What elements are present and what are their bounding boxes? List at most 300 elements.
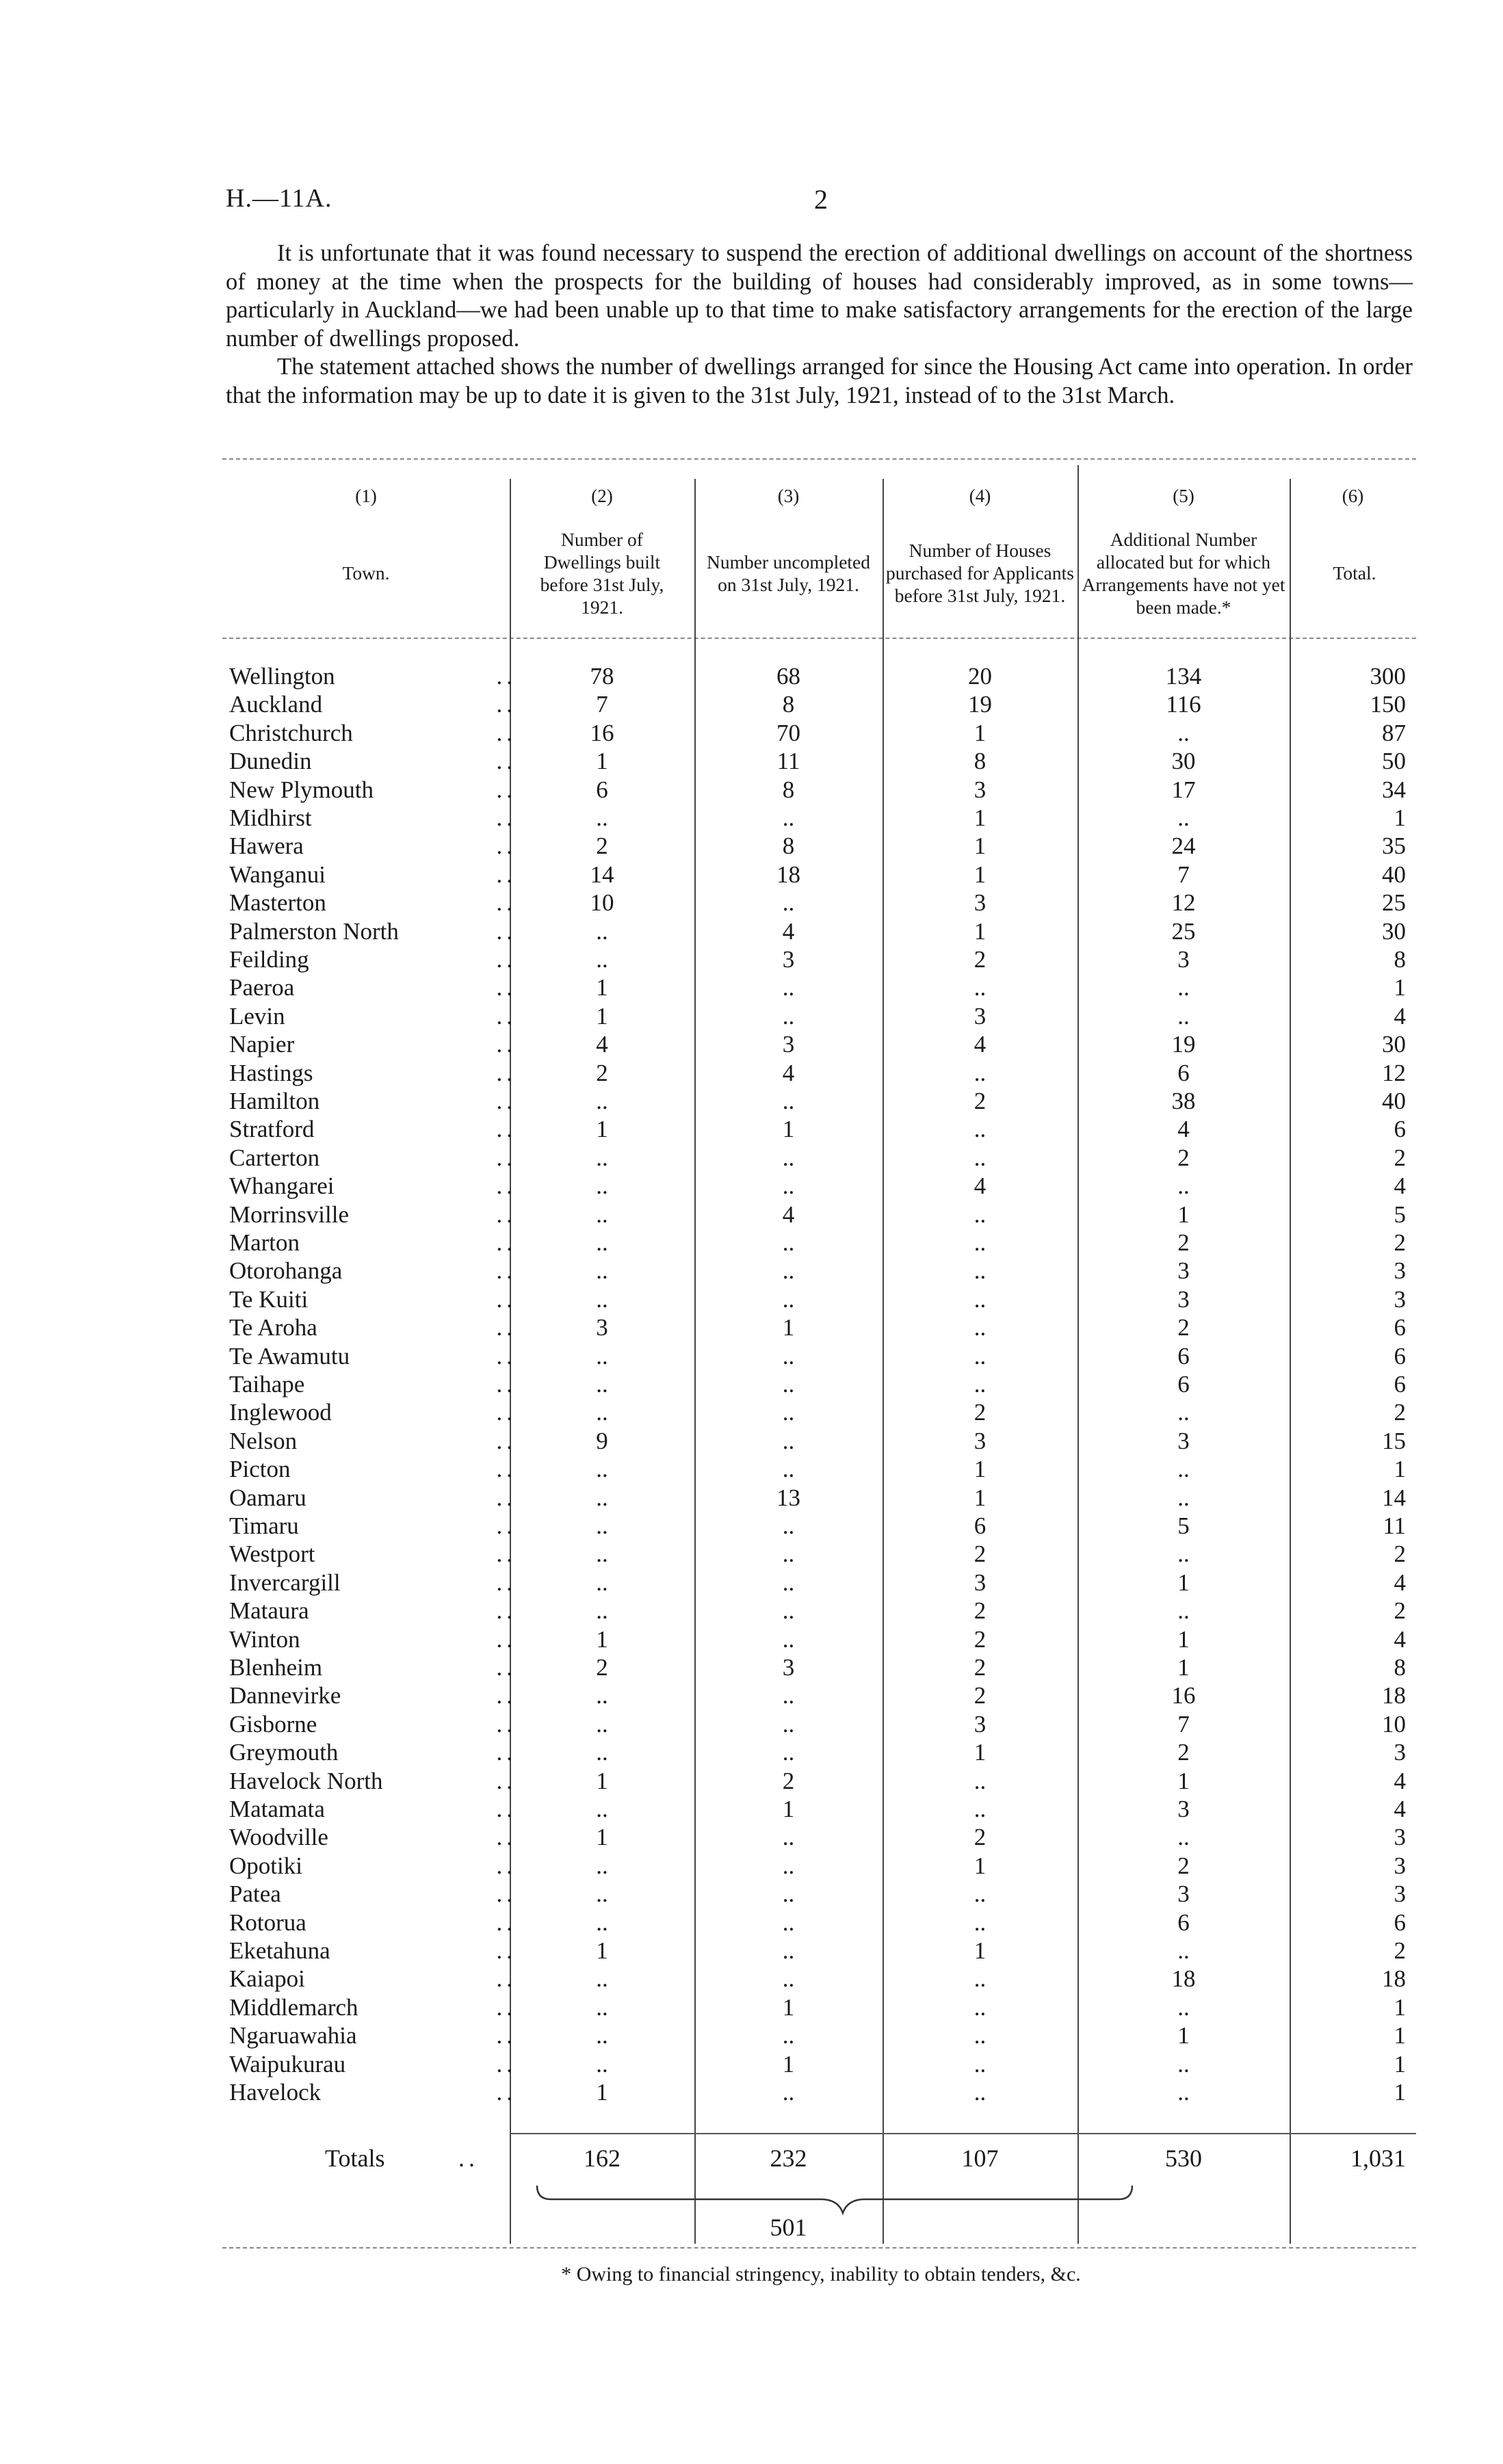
cell-allocated: 134 — [1165, 663, 1202, 690]
cell-built: .. — [596, 2022, 608, 2049]
cell-total: 3 — [1394, 1852, 1406, 1879]
cell-allocated: 16 — [1171, 1682, 1196, 1709]
cell-total: 4 — [1394, 1796, 1406, 1822]
town-name: Taihape — [229, 1371, 305, 1398]
town-name: Midhirst — [229, 804, 312, 831]
town-cell — [229, 1937, 517, 1965]
cell-uncompleted: 3 — [782, 1654, 795, 1681]
town-name: Carterton — [229, 1144, 320, 1171]
table-row — [222, 1540, 1416, 1568]
cell-purchased: 2 — [973, 946, 986, 973]
cell-purchased: 1 — [973, 719, 986, 746]
cell-total: 25 — [1382, 889, 1406, 917]
cell-allocated: .. — [1177, 1484, 1190, 1511]
cell-allocated: .. — [1177, 1456, 1190, 1483]
town-cell — [229, 1738, 517, 1766]
cell-built: .. — [596, 1993, 608, 2021]
cell-purchased: 1 — [973, 1484, 986, 1511]
cell-built: .. — [596, 1512, 608, 1539]
cell-purchased: .. — [973, 1909, 986, 1936]
cell-total: 2 — [1394, 1229, 1406, 1256]
town-cell — [229, 804, 517, 832]
column-number: (4) — [969, 486, 991, 506]
cell-built: .. — [596, 1739, 608, 1766]
document-reference: H.—11A. — [226, 184, 332, 213]
town-name: Timaru — [229, 1512, 299, 1539]
table-row — [222, 832, 1416, 860]
cell-built: 14 — [590, 861, 614, 888]
cell-built: .. — [596, 1710, 608, 1738]
cell-built: 1 — [596, 748, 608, 775]
dot-leader: .. — [496, 2079, 517, 2106]
dot-leader: .. — [496, 1767, 517, 1794]
town-name: Hawera — [229, 833, 304, 860]
cell-allocated: .. — [1177, 1172, 1190, 1200]
cell-purchased: 1 — [973, 1937, 986, 1964]
dot-leader: .. — [496, 1229, 517, 1256]
town-name: Waipukurau — [229, 2050, 346, 2078]
cell-purchased: 2 — [973, 1399, 986, 1426]
cell-built: .. — [596, 1456, 608, 1483]
dot-leader: .. — [496, 1257, 517, 1285]
dot-leader: .. — [496, 1597, 517, 1625]
dot-leader: .. — [496, 1710, 517, 1738]
cell-purchased: 2 — [973, 1088, 986, 1114]
town-cell — [229, 1313, 517, 1341]
dot-leader: .. — [496, 1909, 517, 1936]
cell-uncompleted: .. — [782, 1371, 795, 1398]
cell-purchased: 2 — [973, 1654, 986, 1681]
cell-total: 6 — [1394, 1909, 1406, 1936]
town-cell — [229, 1852, 517, 1880]
cell-built: .. — [596, 1880, 608, 1908]
town-cell — [229, 945, 517, 973]
cell-allocated: 24 — [1171, 833, 1196, 860]
dot-leader: .. — [496, 1512, 517, 1539]
dot-leader: .. — [496, 691, 517, 718]
town-cell — [229, 662, 517, 690]
town-cell — [229, 719, 517, 747]
town-name: Kaiapoi — [229, 1965, 305, 1993]
cell-purchased: 1 — [973, 1852, 986, 1879]
town-name: Winton — [229, 1625, 300, 1653]
table-row — [222, 1795, 1416, 1823]
cell-uncompleted: .. — [782, 1257, 795, 1285]
cell-purchased: .. — [973, 1144, 986, 1171]
cell-total: 3 — [1394, 1285, 1406, 1313]
cell-built: .. — [596, 1371, 608, 1398]
cell-allocated: 2 — [1177, 1739, 1190, 1766]
cell-total: 4 — [1394, 1172, 1406, 1200]
cell-allocated: 38 — [1171, 1088, 1196, 1114]
town-cell — [229, 1710, 517, 1738]
cell-allocated: 6 — [1177, 1909, 1190, 1936]
dot-leader: .. — [496, 1399, 517, 1426]
table-row — [222, 1484, 1416, 1512]
cell-built: 16 — [590, 719, 614, 746]
town-name: Masterton — [229, 889, 326, 917]
cell-allocated: 1 — [1177, 1767, 1190, 1794]
cell-purchased: .. — [973, 2050, 986, 2078]
cell-allocated: 116 — [1166, 691, 1201, 718]
cell-uncompleted: .. — [782, 1285, 795, 1313]
town-name: Havelock North — [229, 1767, 383, 1794]
cell-built: .. — [596, 946, 608, 973]
cell-built: 1 — [596, 1116, 608, 1143]
cell-built: 1 — [596, 1824, 608, 1851]
cell-allocated: 30 — [1171, 748, 1196, 775]
cell-purchased: .. — [973, 1201, 986, 1228]
town-name: Feilding — [229, 946, 309, 973]
cell-uncompleted: .. — [782, 1710, 795, 1738]
column-header-built: Number of Dwellings built before 31st July, 1921. — [540, 528, 664, 618]
town-name: Wanganui — [229, 861, 326, 888]
bracket-sum: 501 — [770, 2214, 807, 2241]
cell-built: 78 — [590, 663, 614, 690]
town-cell — [229, 1427, 517, 1455]
town-cell — [229, 1144, 517, 1172]
town-name: Mataura — [229, 1597, 309, 1625]
cell-purchased: .. — [973, 2022, 986, 2049]
dot-leader: .. — [496, 1625, 517, 1653]
cell-uncompleted: 8 — [782, 776, 795, 803]
cell-total: 18 — [1382, 1682, 1406, 1709]
cell-uncompleted: .. — [782, 974, 795, 1001]
cell-purchased: .. — [973, 1796, 986, 1822]
dot-leader: .. — [496, 776, 517, 803]
town-name: Nelson — [229, 1427, 298, 1454]
cell-built: 1 — [596, 1002, 608, 1030]
cell-uncompleted: .. — [782, 889, 795, 917]
cell-purchased: .. — [973, 1229, 986, 1256]
town-name: Blenheim — [229, 1654, 323, 1681]
table-row — [222, 1229, 1416, 1257]
town-cell — [229, 1512, 517, 1540]
town-cell — [229, 832, 517, 860]
cell-total: 14 — [1382, 1484, 1406, 1511]
cell-purchased: 1 — [973, 833, 986, 860]
cell-built: .. — [596, 1796, 608, 1822]
cell-built: 4 — [596, 1031, 608, 1058]
cell-allocated: 2 — [1177, 1852, 1190, 1879]
cell-built: .. — [596, 1852, 608, 1879]
cell-allocated: .. — [1177, 719, 1190, 746]
cell-built: 1 — [596, 2079, 608, 2106]
cell-total: 10 — [1382, 1710, 1406, 1738]
totals-row — [222, 2141, 1416, 2175]
cell-total: 30 — [1382, 917, 1406, 945]
cell-uncompleted: .. — [782, 1456, 795, 1483]
dot-leader: .. — [496, 1059, 517, 1086]
town-name: New Plymouth — [229, 776, 374, 803]
cell-allocated: .. — [1177, 2079, 1190, 2106]
cell-built: .. — [596, 917, 608, 945]
cell-purchased: 4 — [973, 1172, 986, 1200]
town-name: Westport — [229, 1541, 315, 1568]
cell-allocated: 6 — [1177, 1342, 1190, 1369]
cell-allocated: 17 — [1171, 776, 1196, 803]
cell-total: 1 — [1394, 2022, 1406, 2049]
dot-leader: .. — [496, 1371, 517, 1398]
town-cell — [229, 1172, 517, 1200]
totals-rule — [510, 2133, 1416, 2134]
town-cell — [229, 2050, 517, 2078]
cell-total: 40 — [1382, 1088, 1406, 1114]
town-cell — [229, 1257, 517, 1285]
town-name: Te Aroha — [229, 1314, 317, 1341]
table-row — [222, 1569, 1416, 1597]
dot-leader: .. — [496, 833, 517, 860]
town-name: Gisborne — [229, 1710, 317, 1738]
cell-purchased: 1 — [973, 917, 986, 945]
town-cell — [229, 2021, 517, 2049]
town-cell — [229, 1625, 517, 1653]
table-row — [222, 1257, 1416, 1285]
town-name: Hamilton — [229, 1088, 320, 1114]
cell-uncompleted: .. — [782, 1880, 795, 1908]
dot-leader: .. — [496, 719, 517, 746]
column-header-purchased: Number of Houses purchased for Applicants before 31st July, 1921. — [886, 540, 1074, 606]
cell-built: .. — [596, 1909, 608, 1936]
dot-leader: .. — [496, 1088, 517, 1114]
cell-built: .. — [596, 1285, 608, 1313]
town-cell — [229, 1653, 517, 1681]
cell-total: 11 — [1383, 1512, 1406, 1539]
town-name: Otorohanga — [229, 1257, 343, 1285]
town-name: Christchurch — [229, 719, 353, 746]
table-row — [222, 776, 1416, 804]
town-cell — [229, 1285, 517, 1313]
town-cell — [229, 1030, 517, 1058]
cell-uncompleted: .. — [782, 1937, 795, 1964]
total-uncompleted: 232 — [770, 2145, 807, 2172]
cell-purchased: 3 — [973, 776, 986, 803]
town-name: Greymouth — [229, 1739, 339, 1766]
cell-purchased: 2 — [973, 1541, 986, 1568]
footnote: * Owing to financial stringency, inability to obtain tenders, &c. — [561, 2263, 1081, 2285]
column-number: (5) — [1173, 486, 1194, 506]
cell-purchased: 1 — [973, 861, 986, 888]
cell-total: 5 — [1394, 1201, 1406, 1228]
dot-leader: .. — [496, 1427, 517, 1454]
dot-leader: .. — [496, 1965, 517, 1993]
cell-purchased: .. — [973, 1116, 986, 1143]
cell-allocated: 7 — [1177, 861, 1190, 888]
cell-total: 300 — [1370, 663, 1406, 690]
cell-total: 4 — [1394, 1625, 1406, 1653]
cell-uncompleted: 1 — [782, 1796, 795, 1822]
cell-built: .. — [596, 1965, 608, 1993]
cell-allocated: 19 — [1171, 1031, 1196, 1058]
cell-allocated: 1 — [1177, 1625, 1190, 1653]
town-cell — [229, 2078, 517, 2106]
town-cell — [229, 1115, 517, 1143]
cell-built: .. — [596, 1201, 608, 1228]
cell-uncompleted: 1 — [782, 2050, 795, 2078]
cell-purchased: .. — [973, 1285, 986, 1313]
town-cell — [229, 1597, 517, 1625]
cell-total: 4 — [1394, 1002, 1406, 1030]
cell-built: 3 — [596, 1314, 608, 1341]
total-built: 162 — [584, 2145, 620, 2172]
cell-uncompleted: .. — [782, 804, 795, 831]
table-top-rule — [222, 458, 1416, 460]
cell-purchased: 2 — [973, 1824, 986, 1851]
table-row — [222, 747, 1416, 775]
dot-leader: .. — [496, 1172, 517, 1200]
cell-total: 87 — [1382, 719, 1406, 746]
town-cell — [229, 1823, 517, 1851]
cell-allocated: .. — [1177, 804, 1190, 831]
town-name: Oamaru — [229, 1484, 306, 1511]
cell-uncompleted: 4 — [782, 1201, 795, 1228]
dot-leader: .. — [496, 1456, 517, 1483]
town-cell — [229, 1767, 517, 1795]
cell-purchased: 20 — [968, 663, 992, 690]
cell-purchased: 4 — [973, 1031, 986, 1058]
town-name: Dunedin — [229, 748, 312, 775]
cell-purchased: .. — [973, 1965, 986, 1993]
cell-total: 3 — [1394, 1880, 1406, 1908]
town-name: Ngaruawahia — [229, 2022, 357, 2049]
cell-allocated: .. — [1177, 2050, 1190, 2078]
town-cell — [229, 1398, 517, 1426]
cell-purchased: .. — [973, 2079, 986, 2106]
town-name: Morrinsville — [229, 1201, 349, 1228]
cell-built: .. — [596, 1229, 608, 1256]
table-row — [222, 1965, 1416, 1993]
town-cell — [229, 1993, 517, 2021]
town-name: Whangarei — [229, 1172, 335, 1200]
cell-total: 150 — [1370, 691, 1406, 718]
cell-uncompleted: .. — [782, 1399, 795, 1426]
cell-built: 1 — [596, 974, 608, 1001]
cell-allocated: 4 — [1177, 1116, 1190, 1143]
cell-purchased: .. — [973, 1257, 986, 1285]
dot-leader: .. — [496, 2050, 517, 2078]
town-name: Stratford — [229, 1116, 315, 1143]
cell-uncompleted: .. — [782, 1229, 795, 1256]
cell-allocated: 3 — [1177, 1257, 1190, 1285]
cell-allocated: .. — [1177, 1002, 1190, 1030]
cell-total: 6 — [1394, 1314, 1406, 1341]
town-name: Matamata — [229, 1796, 325, 1822]
total-grand: 1,031 — [1350, 2145, 1406, 2172]
cell-built: 1 — [596, 1937, 608, 1964]
column-header-uncompleted: Number uncompleted on 31st July, 1921. — [706, 551, 871, 595]
cell-built: 9 — [596, 1427, 608, 1454]
dot-leader: .. — [496, 974, 517, 1001]
cell-total: 35 — [1382, 833, 1406, 860]
paragraph: The statement attached shows the number of dwellings arranged for since the Housing Act came into operation. In order that the information may be up to date it is given to the 31st July, 1921, instead of to the 31st March. — [226, 354, 1413, 408]
table-row — [222, 1767, 1416, 1795]
town-cell — [229, 1965, 517, 1993]
cell-purchased: 3 — [973, 1002, 986, 1030]
cell-uncompleted: 3 — [782, 1031, 795, 1058]
town-cell — [229, 917, 517, 945]
dot-leader: .. — [496, 748, 517, 775]
cell-purchased: 3 — [973, 1710, 986, 1738]
table-row — [222, 1172, 1416, 1200]
town-cell — [229, 1880, 517, 1908]
cell-allocated: 3 — [1177, 1427, 1190, 1454]
cell-total: 6 — [1394, 1116, 1406, 1143]
table-row — [222, 1653, 1416, 1681]
sum-brace — [510, 2182, 1177, 2216]
cell-built: 1 — [596, 1625, 608, 1653]
cell-built: .. — [596, 1399, 608, 1426]
table-row — [222, 973, 1416, 1001]
town-name: Marton — [229, 1229, 300, 1256]
cell-total: 6 — [1394, 1371, 1406, 1398]
cell-total: 2 — [1394, 1597, 1406, 1625]
cell-built: 10 — [590, 889, 614, 917]
cell-allocated: 12 — [1171, 889, 1196, 917]
cell-built: .. — [596, 2050, 608, 2078]
cell-allocated: 6 — [1177, 1059, 1190, 1086]
cell-uncompleted: .. — [782, 1541, 795, 1568]
table-row — [222, 2050, 1416, 2078]
cell-uncompleted: 13 — [776, 1484, 800, 1511]
table-row — [222, 1993, 1416, 2021]
town-cell — [229, 1229, 517, 1257]
cell-uncompleted: 18 — [776, 861, 800, 888]
cell-purchased: 2 — [973, 1682, 986, 1709]
table-row — [222, 1115, 1416, 1143]
town-name: Inglewood — [229, 1399, 332, 1426]
cell-allocated: 2 — [1177, 1144, 1190, 1171]
cell-built: 7 — [596, 691, 608, 718]
cell-total: 4 — [1394, 1569, 1406, 1596]
cell-total: 1 — [1394, 2050, 1406, 2078]
town-name: Picton — [229, 1456, 291, 1483]
town-name: Eketahuna — [229, 1937, 330, 1964]
dot-leader: .. — [496, 946, 517, 973]
town-name: Te Awamutu — [229, 1342, 350, 1369]
cell-purchased: 6 — [973, 1512, 986, 1539]
cell-uncompleted: .. — [782, 1342, 795, 1369]
dot-leader: .. — [496, 889, 517, 917]
column-number: (1) — [355, 486, 377, 506]
cell-uncompleted: .. — [782, 1172, 795, 1200]
cell-uncompleted: 8 — [782, 691, 795, 718]
column-number: (2) — [591, 486, 613, 506]
table-row — [222, 804, 1416, 832]
cell-purchased: .. — [973, 1342, 986, 1369]
cell-built: .. — [596, 1342, 608, 1369]
total-allocated: 530 — [1165, 2145, 1202, 2172]
table-row — [222, 1030, 1416, 1058]
town-name: Te Kuiti — [229, 1285, 309, 1313]
town-name: Invercargill — [229, 1569, 341, 1596]
header-rule — [222, 638, 1416, 639]
cell-built: .. — [596, 1172, 608, 1200]
cell-total: 2 — [1394, 1937, 1406, 1964]
town-cell — [229, 1201, 517, 1229]
cell-allocated: 1 — [1177, 1569, 1190, 1596]
cell-purchased: 3 — [973, 889, 986, 917]
cell-purchased: .. — [973, 1059, 986, 1086]
town-name: Paeroa — [229, 974, 295, 1001]
dot-leader: .. — [496, 1002, 517, 1030]
cell-uncompleted: 8 — [782, 833, 795, 860]
cell-total: 50 — [1382, 748, 1406, 775]
cell-allocated: 18 — [1171, 1965, 1196, 1993]
cell-purchased: .. — [973, 1993, 986, 2021]
town-cell — [229, 1681, 517, 1709]
table-row — [222, 917, 1416, 945]
town-name: Hastings — [229, 1059, 313, 1086]
